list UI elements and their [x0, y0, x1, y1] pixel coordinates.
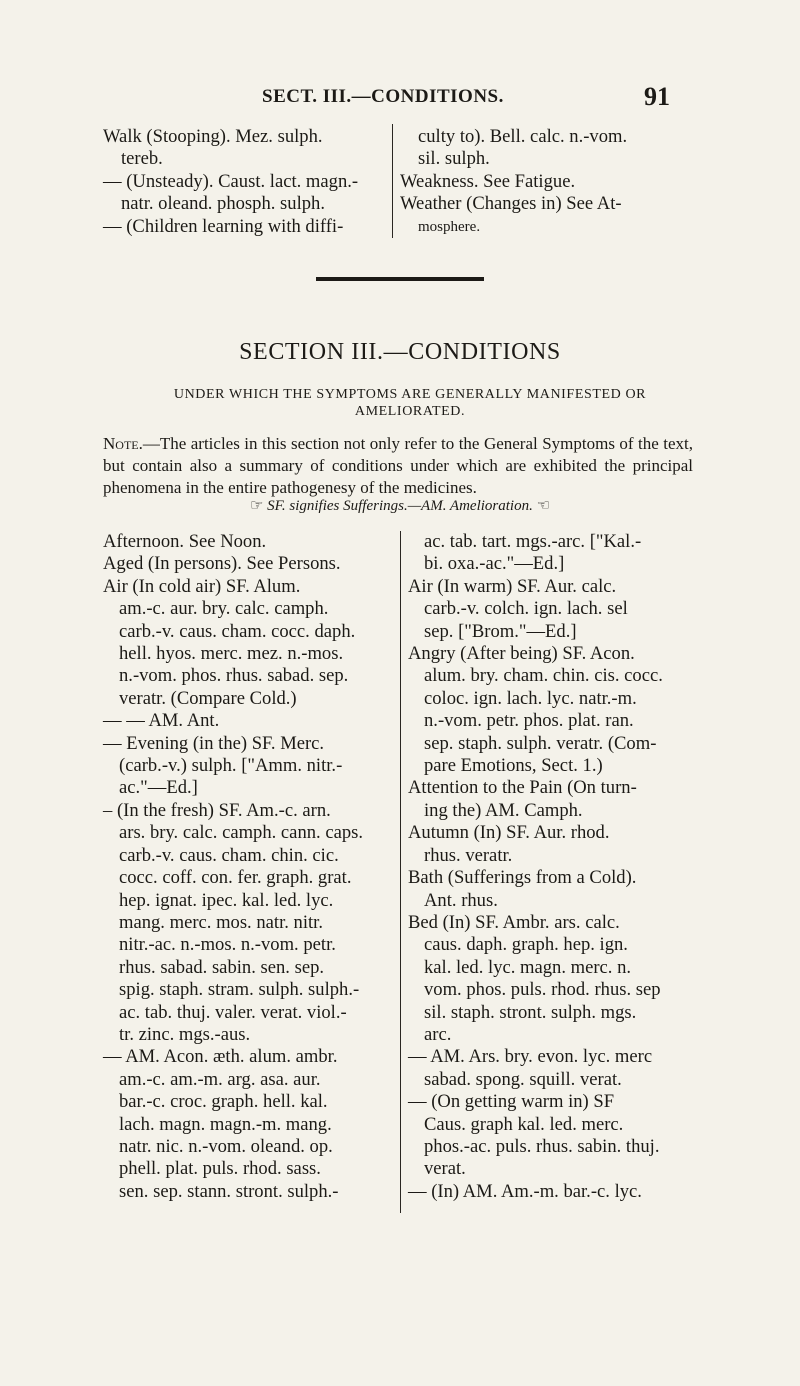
entry-line: veratr. (Compare Cold.): [119, 687, 297, 709]
entry-line: sil. staph. stront. sulph. mgs.: [424, 1001, 637, 1023]
note-label: Note.: [103, 434, 143, 453]
entry-line: sabad. spong. squill. verat.: [424, 1068, 622, 1090]
entry-line: phos.-ac. puls. rhus. sabin. thuj.: [424, 1135, 660, 1157]
entry-line: ac. tab. thuj. valer. verat. viol.-: [119, 1001, 347, 1023]
entry-line: nitr.-ac. n.-mos. n.-vom. petr.: [119, 934, 336, 956]
legend-text: SF. signifies Sufferings.—AM. Amelioration.: [267, 498, 533, 514]
text-line: natr. oleand. phosph. sulph.: [121, 193, 325, 215]
text-line: culty to). Bell. calc. n.-vom.: [418, 126, 628, 147]
entry-line: lach. magn. magn.-m. mang.: [119, 1113, 332, 1135]
entry-line: – (In the fresh) SF. Am.-c. arn.: [103, 799, 331, 821]
entry-line: ac."—Ed.]: [119, 777, 198, 799]
entry-line: kal. led. lyc. magn. merc. n.: [424, 956, 632, 978]
entry-line: hell. hyos. merc. mez. n.-mos.: [119, 643, 344, 665]
entry-line: spig. staph. stram. sulph. sulph.-: [119, 979, 360, 1001]
section-subtitle: UNDER WHICH THE SYMPTOMS ARE GENERALLY MANIFESTED OR AMELIORATED.: [173, 387, 647, 419]
entry-line: rhus. veratr.: [424, 844, 513, 866]
entry-line: Air (In warm) SF. Aur. calc.: [408, 575, 617, 597]
entry-line: rhus. sabad. sabin. sen. sep.: [119, 956, 325, 978]
entry-line: Bath (Sufferings from a Cold).: [408, 867, 637, 889]
entry-line: Ant. rhus.: [424, 889, 498, 911]
entry-line: sep. ["Brom."—Ed.]: [424, 620, 577, 642]
entry-line: — AM. Acon. æth. alum. ambr.: [103, 1046, 338, 1068]
pointing-hand-right-icon: ☞: [249, 498, 264, 514]
running-head: [0, 82, 800, 112]
entry-line: vom. phos. puls. rhod. rhus. sep: [424, 979, 661, 1001]
entry-line: arc.: [424, 1023, 452, 1045]
entry-line: pare Emotions, Sect. 1.): [424, 755, 603, 777]
entry-line: coloc. ign. lach. lyc. natr.-m.: [424, 687, 637, 709]
section-rule: [316, 277, 484, 281]
bottom-left-column: [103, 531, 393, 1203]
entry-line: ing the) AM. Camph.: [424, 799, 583, 821]
section-title: SECTION III.—CONDITIONS: [239, 339, 561, 365]
entry-line: am.-c. am.-m. arg. asa. aur.: [119, 1068, 321, 1090]
entry-line: sep. staph. sulph. veratr. (Com-: [424, 732, 657, 754]
entry-line: Autumn (In) SF. Aur. rhod.: [408, 822, 610, 844]
entry-line: carb.-v. caus. cham. cocc. daph.: [119, 620, 356, 642]
text-line: Weather (Changes in) See At-: [400, 193, 622, 215]
entry-line: am.-c. aur. bry. calc. camph.: [119, 598, 329, 620]
top-right-column: [400, 126, 692, 238]
section-note: [103, 433, 693, 499]
text-line: Walk (Stooping). Mez. sulph.: [103, 126, 323, 147]
entry-line: Air (In cold air) SF. Alum.: [103, 575, 301, 597]
top-left-column: [103, 126, 386, 238]
bottom-right-column: [408, 531, 698, 1203]
entry-line: Afternoon. See Noon.: [103, 531, 267, 552]
entry-line: Attention to the Pain (On turn-: [408, 777, 637, 799]
text-line: — (Children learning with diffi-: [103, 215, 344, 237]
entry-line: Aged (In persons). See Persons.: [103, 553, 341, 575]
entry-line: carb.-v. caus. cham. chin. cic.: [119, 844, 339, 866]
entry-line: — AM. Ars. bry. evon. lyc. merc: [408, 1046, 653, 1068]
text-line: tereb.: [121, 148, 163, 170]
entry-line: — (On getting warm in) SF: [408, 1091, 615, 1113]
entry-line: bar.-c. croc. graph. hell. kal.: [119, 1091, 328, 1113]
legend: [0, 496, 800, 515]
entry-line: Caus. graph kal. led. merc.: [424, 1113, 624, 1135]
entry-line: natr. nic. n.-vom. oleand. op.: [119, 1135, 333, 1157]
entry-line: — Evening (in the) SF. Merc.: [103, 732, 325, 754]
entry-line: mang. merc. mos. natr. nitr.: [119, 911, 323, 933]
pointing-hand-left-icon: ☜: [536, 498, 551, 514]
entry-line: (carb.-v.) sulph. ["Amm. nitr.-: [119, 755, 343, 777]
running-head-title: SECT. III.—CONDITIONS.: [262, 86, 504, 107]
entry-line: hep. ignat. ipec. kal. led. lyc.: [119, 889, 334, 911]
entry-line: alum. bry. cham. chin. cis. cocc.: [424, 665, 663, 687]
entry-line: bi. oxa.-ac."—Ed.]: [424, 553, 565, 575]
entry-line: cocc. coff. con. fer. graph. grat.: [119, 867, 352, 889]
entry-line: ars. bry. calc. camph. cann. caps.: [119, 822, 364, 844]
entry-line: phell. plat. puls. rhod. sass.: [119, 1158, 321, 1180]
entry-line: n.-vom. petr. phos. plat. ran.: [424, 710, 634, 732]
entry-line: ac. tab. tart. mgs.-arc. ["Kal.-: [424, 531, 642, 552]
entry-line: tr. zinc. mgs.-aus.: [119, 1023, 251, 1045]
entry-line: carb.-v. colch. ign. lach. sel: [424, 598, 628, 620]
entry-line: verat.: [424, 1158, 466, 1180]
text-line: mosphere.: [418, 218, 481, 235]
column-divider: [400, 531, 401, 1213]
entry-line: — (In) AM. Am.-m. bar.-c. lyc.: [408, 1180, 642, 1202]
note-text: —The articles in this section not only refer to the General Symptoms of the text, but contain also a summary of conditions under which are exhibited the principal phenomena in the entire pathogenesy of the medicines.: [103, 434, 693, 497]
entry-line: — — AM. Ant.: [103, 710, 220, 732]
entry-line: sen. sep. stann. stront. sulph.-: [119, 1180, 339, 1202]
text-line: Weakness. See Fatigue.: [400, 170, 576, 192]
text-line: — (Unsteady). Caust. lact. magn.-: [103, 170, 359, 192]
entry-line: Bed (In) SF. Ambr. ars. calc.: [408, 911, 620, 933]
entry-line: Angry (After being) SF. Acon.: [408, 643, 635, 665]
entry-line: n.-vom. phos. rhus. sabad. sep.: [119, 665, 349, 687]
text-line: sil. sulph.: [418, 148, 490, 170]
column-divider: [392, 124, 393, 238]
entry-line: caus. daph. graph. hep. ign.: [424, 934, 628, 956]
page-number: 91: [644, 82, 670, 111]
